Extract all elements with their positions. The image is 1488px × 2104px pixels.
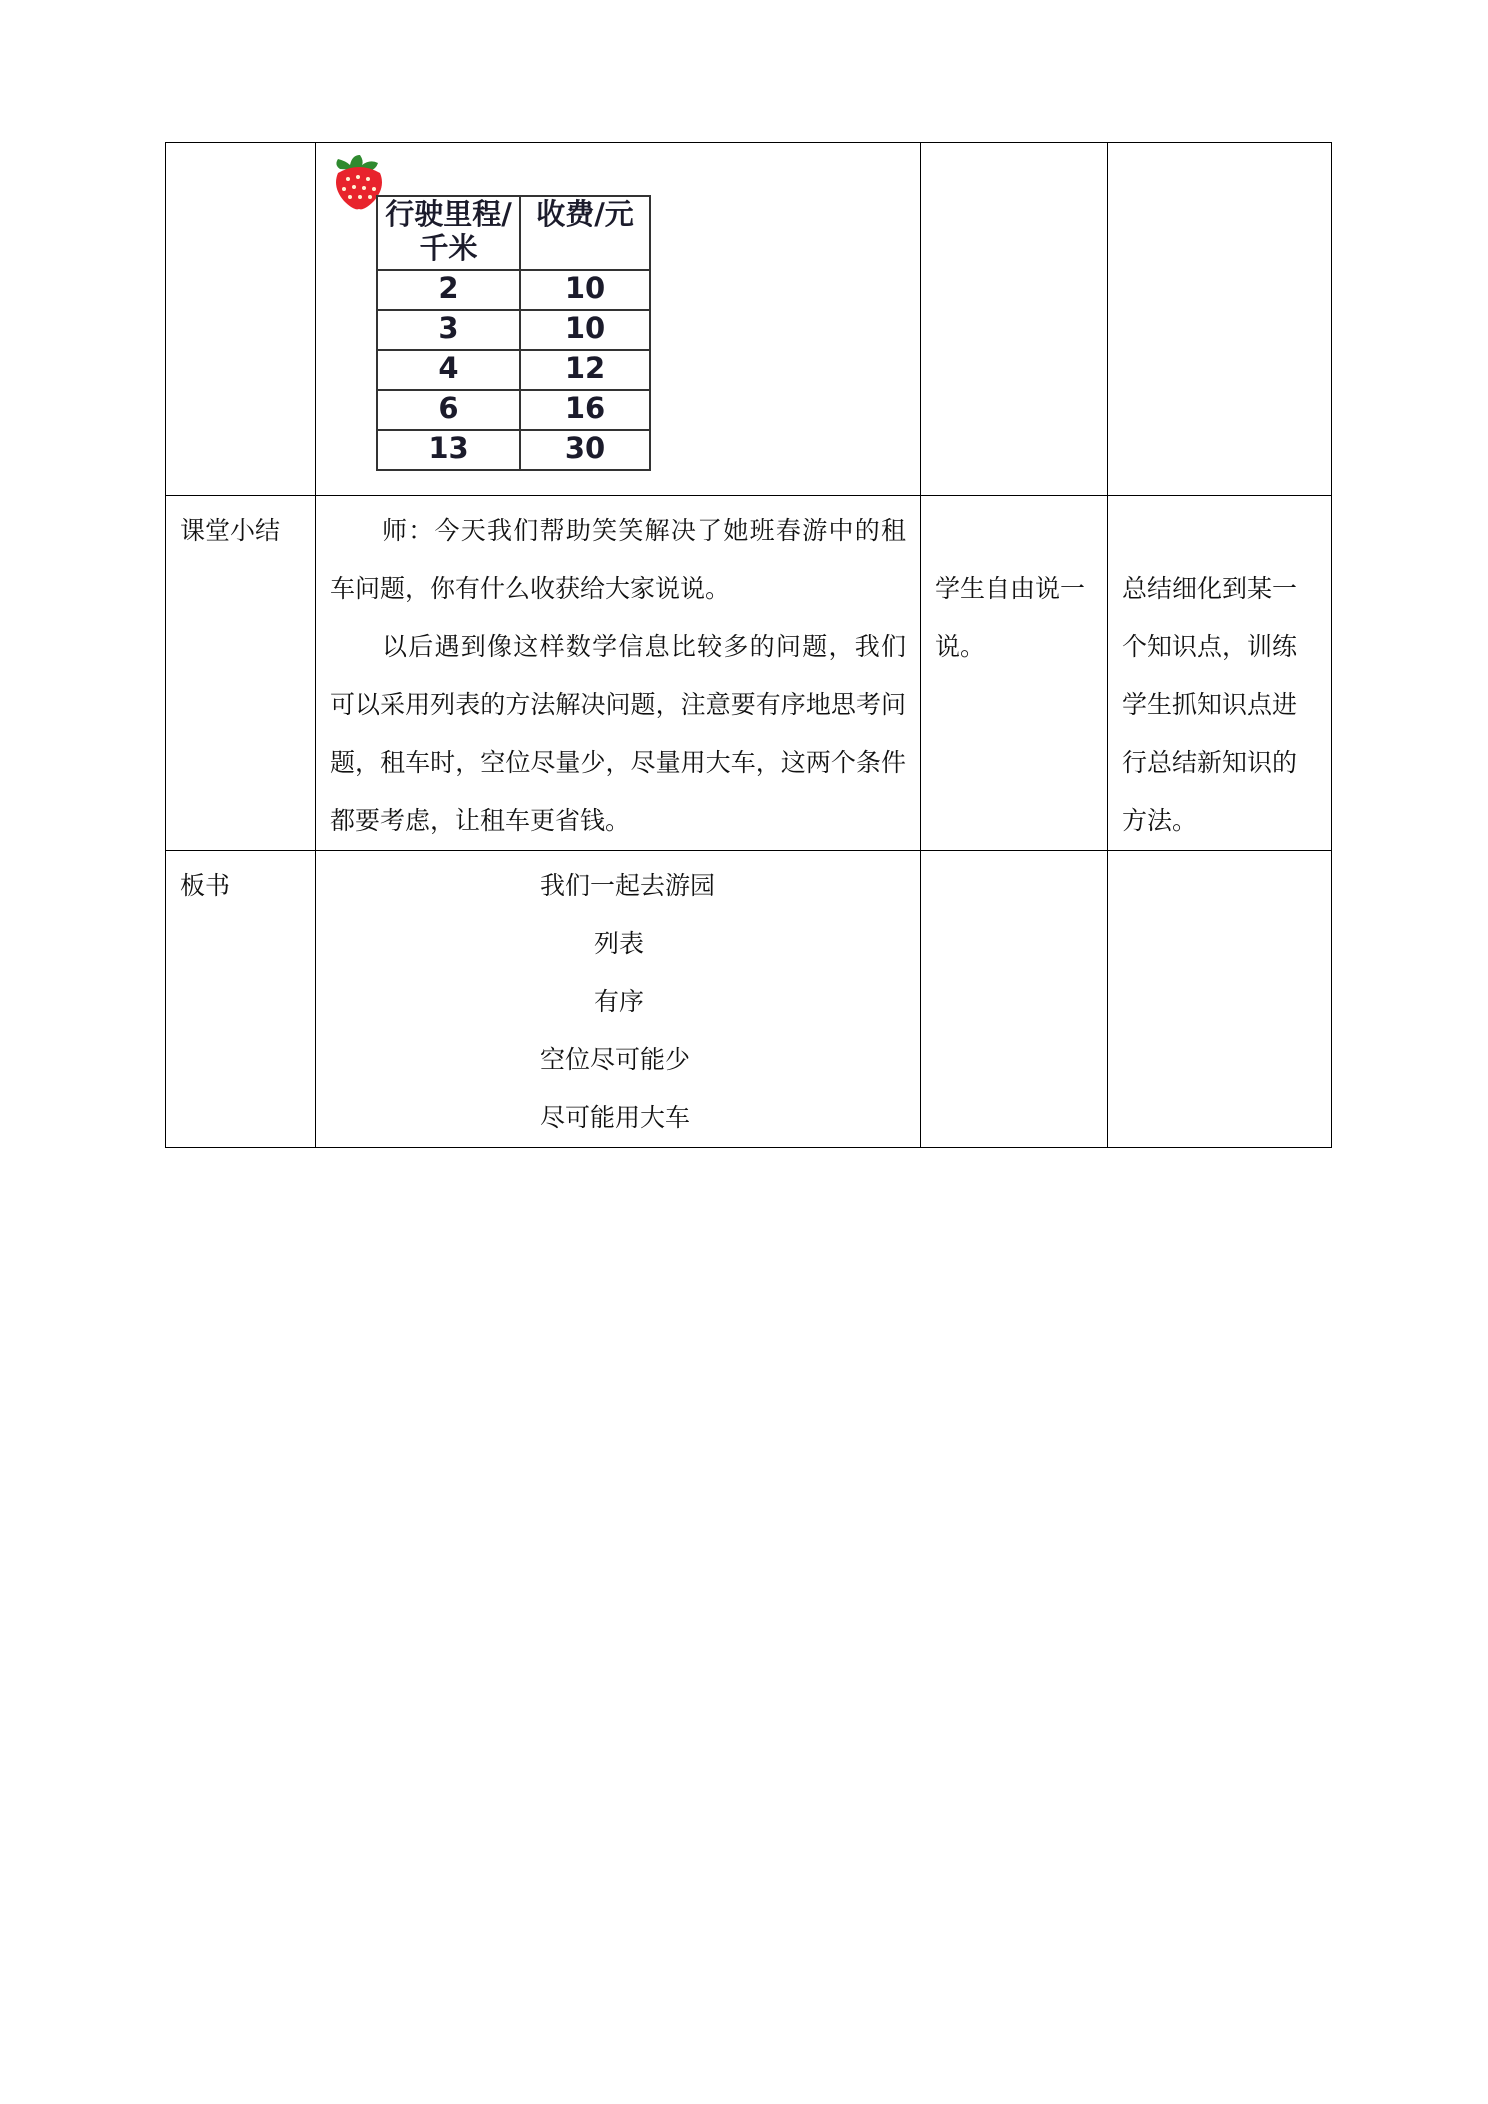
fare-table <box>376 195 651 471</box>
teacher-paragraph-1: 师：今天我们帮助笑笑解决了她班春游中的租车问题，你有什么收获给大家说说。 <box>330 516 906 603</box>
board-line: 列表 <box>594 929 645 958</box>
fare-header-fee: 收费/元 <box>520 196 650 270</box>
design-intent-cell <box>1108 496 1332 851</box>
fare-distance: 13 <box>377 430 520 470</box>
board-label-cell <box>166 851 316 1148</box>
table-row <box>377 310 650 350</box>
table-row <box>166 496 1332 851</box>
board-label: 板书 <box>180 871 231 900</box>
board-line: 尽可能用大车 <box>540 1103 691 1132</box>
board-content-cell <box>316 851 921 1148</box>
table-row <box>377 390 650 430</box>
student-activity-text: 学生自由说一说。 <box>935 574 1086 661</box>
table-row <box>377 430 650 470</box>
fare-fee: 12 <box>520 350 650 390</box>
summary-label: 课堂小结 <box>180 516 281 545</box>
fare-fee: 16 <box>520 390 650 430</box>
fare-fee: 10 <box>520 310 650 350</box>
lesson-plan-table <box>165 142 1332 1148</box>
fare-distance: 6 <box>377 390 520 430</box>
empty-cell <box>921 143 1108 496</box>
table-row <box>166 143 1332 496</box>
fare-image-cell <box>316 143 921 496</box>
empty-cell <box>166 143 316 496</box>
empty-cell <box>921 851 1108 1148</box>
board-line: 空位尽可能少 <box>540 1045 691 1074</box>
summary-label-cell <box>166 496 316 851</box>
empty-cell <box>1108 851 1332 1148</box>
fare-fee: 30 <box>520 430 650 470</box>
fare-distance: 4 <box>377 350 520 390</box>
fare-header-distance <box>377 196 520 270</box>
fare-header-distance-line2: 千米 <box>419 231 478 265</box>
board-line: 我们一起去游园 <box>540 871 716 900</box>
fare-fee: 10 <box>520 270 650 310</box>
table-row <box>377 270 650 310</box>
teacher-activity-cell <box>316 496 921 851</box>
table-row <box>166 851 1332 1148</box>
student-activity-cell <box>921 496 1108 851</box>
fare-distance: 3 <box>377 310 520 350</box>
board-line: 有序 <box>594 987 645 1016</box>
fare-distance: 2 <box>377 270 520 310</box>
fare-header-distance-line1: 行驶里程/ <box>385 197 512 231</box>
teacher-paragraph-2: 以后遇到像这样数学信息比较多的问题，我们可以采用列表的方法解决问题，注意要有序地思考问题，租车时，空位尽量少，尽量用大车，这两个条件都要考虑，让租车更省钱。 <box>330 632 906 835</box>
empty-cell <box>1108 143 1332 496</box>
table-row <box>377 350 650 390</box>
design-intent-text: 总结细化到某一个知识点，训练学生抓知识点进行总结新知识的方法。 <box>1122 574 1298 835</box>
